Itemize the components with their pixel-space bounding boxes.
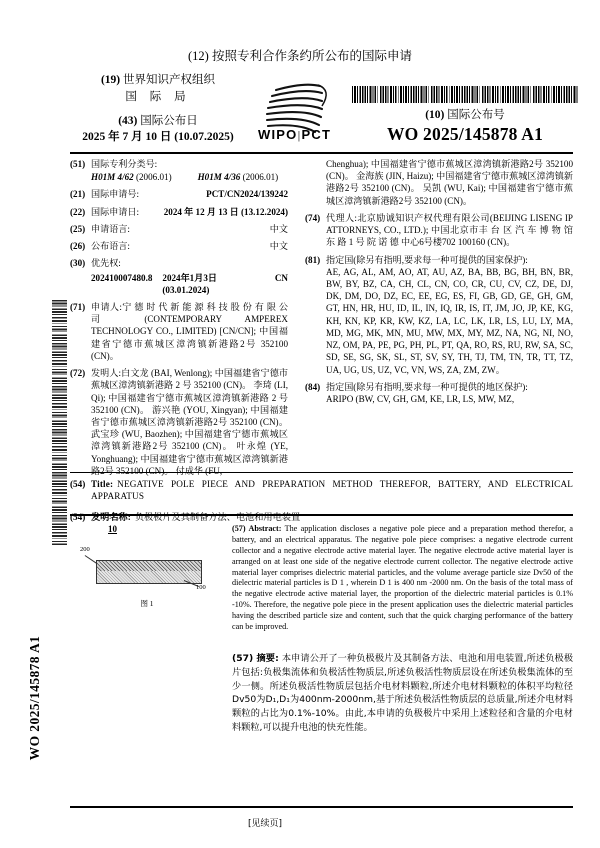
bibliographic-column-right: [305, 158, 573, 410]
figure-label-100: 100: [196, 584, 206, 591]
title-text-cn: 负极极片及其制备方法、电池和用电装置: [134, 511, 301, 522]
field-code-84: (84): [305, 381, 321, 392]
code-19: (19): [100, 74, 121, 86]
abstract-en-text: The application discloses a negative pole piece and a preparation method therefor, a battery, and an electrical apparatus. The negative pole piece comprises: a negative electrode current collector and a negative electrode active material layer. The negative electrode active material layer is arranged on at least one side of the negative electrode current collector. The negative electrode active material layer comprises dielectric material particles, and the volume average particle size Dv50 of the dielectric material particles is D 1 , wherein D 1 is 400 nm -2000 nm. On the basis of the total mass of the negative electrode active material layer, the proportion of the dielectric material particles is 0.1% -10%. Therefore, the negative pole piece in the present application uses the dielectric material particles having the described particle size and content, such that the quick charging performance of the battery can be improved.: [232, 524, 573, 631]
applicant-text: 宁 德 时 代 新 能 源 科 技 股 份 有 限 公 司 (CONTEMPORARY AMPEREX TECHNOLOGY CO., LIMITED) [CN/CN]; 中国福建省宁德市蕉城区漳湾镇新港路2号 352100 (CN)。: [91, 301, 288, 361]
filing-date-value: 2024 年 12 月 13 日 (13.12.2024): [163, 206, 288, 217]
wipo-wordmark: [258, 127, 331, 142]
publication-number-label: 国际公布号: [447, 109, 505, 121]
field-code-51: (51): [70, 159, 86, 169]
code-10: (10): [425, 109, 445, 121]
figure-assembly-number: 10: [108, 524, 117, 534]
divider-top: [70, 152, 573, 154]
field-agent: [305, 212, 573, 249]
publication-date-label: 国际公布日: [140, 114, 198, 127]
field-code-25: (25): [70, 223, 86, 234]
publication-language-value: 中文: [269, 241, 288, 252]
publication-kind-line: (12) 按照专利合作条约所公布的国际申请: [188, 49, 412, 63]
publication-barcode-icon: [352, 86, 578, 103]
applicant-label: 申请人:: [91, 301, 122, 312]
issuing-office-block: [38, 72, 278, 145]
inventors-text-col1: 白文龙 (BAI, Wenlong); 中国福建省宁德市蕉城区漳湾镇新港路 2 号 352100 (CN)。 李琦 (LI, Qi); 中国福建省宁德市蕉城区漳湾镇新港路 2 号 352100 (CN)。 游兴艳 (YOU, Xingyan); 中国福建省宁德市蕉城区漳湾镇新港路2号 352100 (CN)。 武宝珍 (WU, Baozhen); 中国福建省宁德市蕉城区漳湾镇新港路2号 352100 (CN)。 叶永煌 (YE, Yonghuang); 中国福建省宁德市蕉城区漳湾镇新港路2号 352100 (CN)。 付成华 (FU,: [91, 368, 289, 476]
field-code-22: (22): [70, 206, 86, 217]
designated-states-label: 指定国(除另有指明,要求每一种可提供的国家保护):: [326, 254, 528, 265]
abstract-en-label: Abstract:: [248, 524, 282, 533]
inventors-label: 发明人:: [91, 368, 122, 379]
field-code-30: (30): [70, 258, 86, 269]
ipc-entry-2: H01M 4/36: [197, 172, 241, 183]
inventors-text-col2: Chenghua); 中国福建省宁德市蕉城区漳湾镇新港路2号 352100 (CN)。 金海族 (JIN, Haizu); 中国福建省宁德市蕉城区漳湾镇新港路2号 352100 (CN)。 吴凯 (WU, Kai); 中国福建省宁德市蕉城区漳湾镇新港路2号 352100 (CN)。: [326, 159, 573, 206]
field-code-81: (81): [305, 254, 321, 265]
field-application-number: [70, 188, 288, 200]
abstract-en-code: (57): [232, 524, 246, 533]
abstract-cn-text: 本申请公开了一种负极极片及其制备方法、电池和用电装置,所述负极极片包括:负极集流体和负极活性物质层,所述负极活性物质层设在所述负极集流体的至少一侧。所述负极活性物质层包括介电材料颗粒,所述介电材料颗粒的体积平均粒径Dv50为D₁,D₁为400nm-2000nm,基于所述负极活性物质层的总质量,所述介电材料颗粒的占比为0.1%-10%。由此,本申请的负极极片中采用上述粒径和含量的介电材料颗粒,可以提升电池的快充性能。: [232, 653, 574, 733]
abstract-chinese: [232, 652, 573, 735]
priority-country: CN: [274, 272, 288, 283]
ipc-entry-1: H01M 4/62: [91, 172, 134, 183]
field-code-71: (71): [70, 301, 86, 312]
ipc-label: 国际专利分类号:: [91, 159, 158, 169]
org-name-line1: 世界知识产权组织: [123, 74, 216, 86]
field-inventors-continued: [305, 158, 573, 207]
title-row-en: [70, 478, 573, 503]
field-applicant: [70, 301, 288, 362]
wipo-text: WIPO: [258, 127, 298, 142]
field-designated-regions: [305, 381, 573, 405]
figure-label-200: 200: [80, 546, 90, 553]
field-publication-language: [70, 240, 288, 252]
title-label-cn: 发明名称:: [91, 511, 131, 522]
field-code-74: (74): [305, 212, 321, 223]
abstract-cn-code: (57): [232, 653, 254, 664]
code-43: (43): [118, 114, 138, 127]
field-code-72: (72): [70, 368, 86, 379]
application-number-label: 国际申请号:: [91, 189, 139, 200]
filing-date-label: 国际申请日:: [91, 206, 139, 217]
pct-text: PCT: [301, 127, 332, 142]
agent-label: 代理人:: [326, 212, 357, 223]
field-filing-date: [70, 206, 288, 218]
priority-date: 2024年1月3日 (03.01.2024): [162, 272, 217, 295]
abstract-english: [232, 524, 573, 633]
continuation-note: [见续页]: [247, 819, 283, 829]
publication-number-value: WO 2025/145878 A1: [386, 124, 544, 144]
title-code-en: (54): [70, 479, 86, 489]
designated-states-list: AE, AG, AL, AM, AO, AT, AU, AZ, BA, BB, BG, BH, BN, BR, BW, BY, BZ, CA, CH, CL, CN, CO, CR, CU, CV, CZ, DE, DJ, DK, DM, DO, DZ, EC, EE, EG, ES, FI, GB, GD, GE, GH, GM, GT, HN, HR, HU, ID, IL, IN, IQ, IR, IS, IT, JM, JO, JP, KE, KG, KH, KN, KP, KR, KW, KZ, LA, LC, LK, LR, LS, LU, LY, MA, MD, MG, MK, MN, MU, MW, MX, MY, MZ, NA, NG, NI, NO, NZ, OM, PA, PE, PG, PH, PL, PT, QA, RO, RS, RU, RW, SA, SC, SD, SE, SG, SK, SL, ST, SV, SY, TH, TJ, TM, TN, TR, TT, TZ, UA, UG, US, UZ, VC, VN, WS, ZA, ZM, ZW。: [326, 266, 573, 375]
priority-number: 202410007480.8: [91, 272, 153, 283]
field-priority: [70, 257, 288, 296]
divider-bottom: [70, 806, 573, 808]
field-designated-states: [305, 254, 573, 376]
title-code-cn: (54): [70, 511, 86, 522]
application-number-value: PCT/CN2024/139242: [206, 189, 288, 200]
priority-label: 优先权:: [91, 258, 121, 269]
field-inventors: [70, 367, 288, 477]
designated-regions-list: ARIPO (BW, CV, GH, GM, KE, LR, LS, MW, MZ,: [326, 393, 515, 404]
agent-text: 北京励诚知识产权代理有限公司(BEIJING LISENG IP ATTORNEYS, CO., LTD.); 中国北京市丰 台 区 汽 车 博 物 馆 东 路 1 号 院 诺 德 中心6号楼702 100160 (CN)。: [326, 212, 573, 248]
title-text-en: NEGATIVE POLE PIECE AND PREPARATION METHOD THEREFOR, BATTERY, AND ELECTRICAL APPARATUS: [91, 479, 573, 502]
figure-1: [72, 522, 222, 612]
field-filing-language: [70, 223, 288, 235]
ipc-version-2: (2006.01): [242, 172, 279, 183]
field-ipc: [70, 158, 288, 183]
side-barcode-icon: [52, 300, 67, 545]
publication-number-block: [352, 106, 578, 145]
abstract-cn-label: 摘要:: [256, 653, 279, 664]
filing-language-value: 中文: [269, 223, 288, 234]
field-code-26: (26): [70, 241, 86, 252]
wipo-separator: |: [297, 130, 302, 142]
publication-date-value: 2025 年 7 月 10 日 (10.07.2025): [82, 130, 234, 143]
figure-caption: 图 1: [140, 599, 154, 608]
bibliographic-column-left: [70, 158, 288, 482]
org-name-line2: 国 际 局: [125, 91, 191, 104]
field-code-continuation: [305, 158, 326, 207]
title-label-en: Title:: [91, 479, 114, 489]
vertical-publication-code: WO 2025/145878 A1: [27, 635, 42, 761]
designated-regions-label: 指定国(除另有指明,要求每一种可提供的地区保护):: [326, 381, 528, 392]
filing-language-label: 申请语言:: [91, 223, 130, 234]
ipc-version-1: (2006.01): [135, 172, 172, 183]
field-code-21: (21): [70, 189, 86, 200]
publication-language-label: 公布语言:: [91, 241, 130, 252]
